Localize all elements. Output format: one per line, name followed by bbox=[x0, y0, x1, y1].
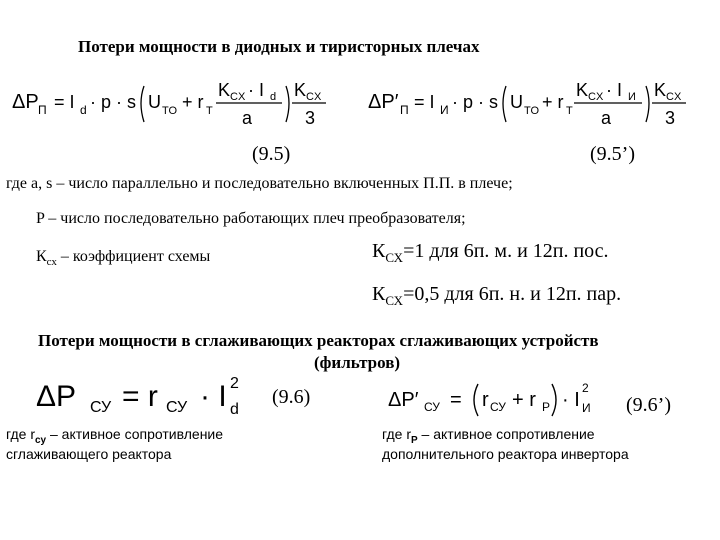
equation-9-5-prime bbox=[366, 72, 706, 132]
def-rcy-1sub: су bbox=[34, 434, 47, 446]
equation-9-6-prime bbox=[386, 378, 636, 418]
def-p: P – число последовательно работающих плеч преобразователя; bbox=[36, 210, 466, 227]
eq1-num-i-sub: d bbox=[270, 91, 277, 103]
eq3-i-sup: 2 bbox=[230, 375, 239, 392]
kcx1-k: К bbox=[372, 240, 386, 262]
eq2-den2: 3 bbox=[665, 108, 676, 128]
eq2-id: = I bbox=[414, 92, 435, 112]
eq2-num-i-sub: И bbox=[628, 91, 636, 103]
eq1-num-k: K bbox=[218, 80, 231, 100]
eq-number-9-6-prime: (9.6’) bbox=[626, 394, 671, 416]
eq4-dot: · I bbox=[562, 389, 580, 411]
eq4-left-paren bbox=[474, 384, 478, 416]
def-rcy-line2: сглаживающего реактора bbox=[6, 446, 172, 462]
eq4-lhs: ΔP′ bbox=[388, 389, 419, 411]
eq2-u: U bbox=[510, 92, 523, 112]
eq2-num-k: K bbox=[576, 80, 589, 100]
eq1-left-paren bbox=[141, 86, 144, 122]
eq3-lhs-sub: СУ bbox=[90, 399, 112, 416]
eq4-r1: r bbox=[482, 389, 489, 411]
eq2-k2: K bbox=[654, 80, 667, 100]
def-kcx-rest: – коэффициент схемы bbox=[56, 248, 211, 265]
eq1-lhs: ΔP bbox=[12, 91, 39, 113]
kcx-value-1 bbox=[372, 240, 609, 266]
eq4-right-paren bbox=[552, 384, 556, 416]
eq3-eq: = r bbox=[122, 380, 158, 413]
kcx2-rest: =0,5 для 6п. н. и 12п. пар. bbox=[403, 283, 622, 305]
kcx1-sub: СХ bbox=[385, 250, 404, 265]
equation-9-5 bbox=[8, 72, 368, 132]
eq1-den2: 3 bbox=[305, 108, 316, 128]
eq2-den: a bbox=[601, 108, 612, 128]
def-kcx-sub: сх bbox=[46, 256, 57, 269]
def-a-s: где a, s – число параллельно и последовательно включенных П.П. в плече; bbox=[6, 175, 513, 192]
def-rcy-1b: – активное сопротивление bbox=[46, 426, 224, 442]
eq1-num-dot: · I bbox=[248, 80, 264, 100]
eq2-k2-sub: CX bbox=[666, 91, 682, 103]
kcx1-rest: =1 для 6п. м. и 12п. пос. bbox=[403, 240, 609, 262]
eq4-plus: + r bbox=[512, 389, 536, 411]
eq1-mid: · p · s bbox=[90, 92, 137, 112]
eq2-num-k-sub: CX bbox=[588, 91, 604, 103]
def-rp-1a: где r bbox=[382, 426, 411, 442]
eq3-i-sub: d bbox=[230, 401, 239, 418]
eq1-u-sub: TO bbox=[162, 105, 178, 117]
eq1-lhs-sub: П bbox=[38, 103, 47, 117]
section1-title: Потери мощности в диодных и тиристорных плечах bbox=[78, 37, 480, 56]
eq2-u-sub: TO bbox=[524, 105, 540, 117]
eq2-r-sub: T bbox=[566, 105, 573, 117]
eq1-id-sub: d bbox=[80, 103, 87, 117]
section2-title-line2: (фильтров) bbox=[314, 353, 401, 372]
eq2-left-paren bbox=[503, 86, 506, 122]
eq4-eq: = bbox=[450, 389, 462, 411]
eq4-r1-sub: СУ bbox=[490, 400, 506, 414]
eq-number-9-5-prime: (9.5’) bbox=[590, 143, 635, 165]
eq2-lhs: ΔP′ bbox=[368, 91, 399, 113]
eq1-k2: K bbox=[294, 80, 307, 100]
def-kcx bbox=[36, 248, 210, 268]
eq2-plus-r: + r bbox=[542, 92, 564, 112]
eq3-dot: · I bbox=[200, 380, 227, 413]
kcx2-sub: СХ bbox=[385, 293, 404, 308]
eq1-num-k-sub: CX bbox=[230, 91, 246, 103]
eq1-right-paren bbox=[286, 86, 289, 122]
eq3-lhs: ΔP bbox=[36, 380, 77, 413]
eq1-k2-sub: CX bbox=[306, 91, 322, 103]
eq-number-9-6: (9.6) bbox=[272, 386, 311, 408]
eq2-mid: · p · s bbox=[452, 92, 499, 112]
eq2-id-sub: И bbox=[440, 103, 449, 117]
eq-number-9-5: (9.5) bbox=[252, 143, 291, 165]
eq1-u: U bbox=[148, 92, 161, 112]
eq1-plus-r: + r bbox=[182, 92, 204, 112]
def-rcy-line1 bbox=[6, 426, 223, 446]
eq2-num-dot: · I bbox=[606, 80, 622, 100]
def-rcy-1a: где r bbox=[6, 426, 35, 442]
eq2-lhs-sub: П bbox=[400, 103, 409, 117]
eq4-r2-sub: P bbox=[542, 400, 551, 414]
equation-9-6 bbox=[30, 370, 270, 422]
eq1-r-sub: T bbox=[206, 105, 213, 117]
eq2-right-paren bbox=[646, 86, 649, 122]
def-rp-1sub: P bbox=[410, 434, 418, 446]
section2-title-line1: Потери мощности в сглаживающих реакторах сглаживающих устройств bbox=[38, 331, 599, 350]
def-kcx-k: К bbox=[36, 248, 47, 265]
def-rp-line1 bbox=[382, 426, 595, 446]
def-rp-line2: дополнительного реактора инвертора bbox=[382, 446, 629, 462]
eq1-den: a bbox=[242, 108, 253, 128]
eq3-r-sub: СУ bbox=[166, 399, 188, 416]
eq4-i-sub: И bbox=[582, 401, 591, 415]
eq4-i-sup: 2 bbox=[582, 381, 589, 395]
def-rp-1b: – активное сопротивление bbox=[417, 426, 595, 442]
kcx2-k: К bbox=[372, 283, 386, 305]
kcx-value-2 bbox=[372, 283, 621, 309]
eq1-id: = I bbox=[54, 92, 75, 112]
eq4-lhs-sub: СУ bbox=[424, 400, 440, 414]
